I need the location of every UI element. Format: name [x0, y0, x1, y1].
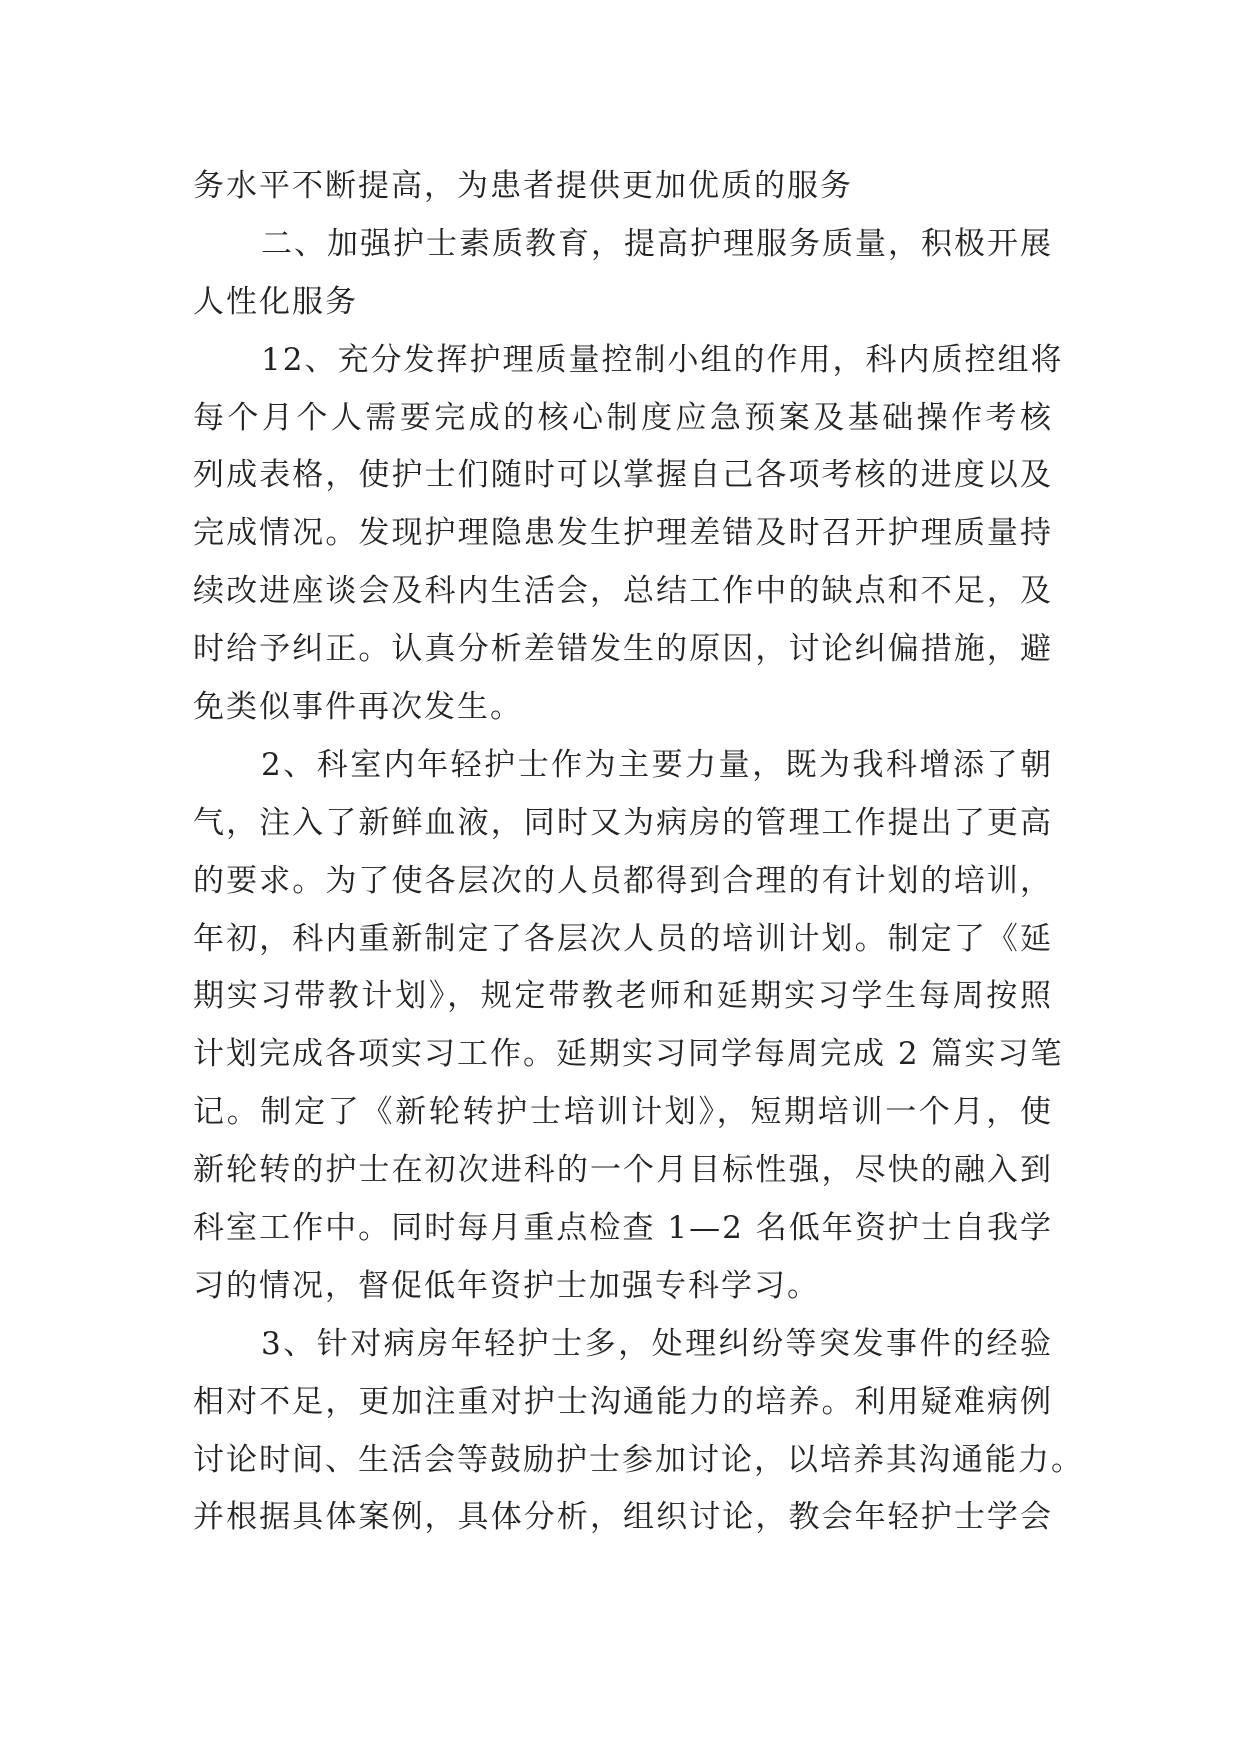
text-line: 人性化服务 — [193, 283, 358, 320]
text-line: 的要求。为了使各层次的人员都得到合理的有计划的培训， — [193, 862, 1053, 899]
text-line: 完成情况。发现护理隐患发生护理差错及时召开护理质量持 — [193, 515, 1053, 552]
text-line: 并根据具体案例，具体分析，组织讨论，教会年轻护士学会 — [193, 1499, 1053, 1536]
text-line: 时给予纠正。认真分析差错发生的原因，讨论纠偏措施，避 — [193, 631, 1053, 668]
body-text — [193, 158, 1084, 1547]
paragraph-start-line: 2、科室内年轻护士作为主要力量，既为我科增添了朝 — [261, 746, 1053, 783]
text-line: 讨论时间、生活会等鼓励护士参加讨论，以培养其沟通能力。 — [193, 1441, 1084, 1478]
text-line: 续改进座谈会及科内生活会，总结工作中的缺点和不足，及 — [193, 573, 1053, 610]
heading-line: 二、加强护士素质教育，提高护理服务质量，积极开展 — [261, 225, 1053, 262]
text-line: 每个月个人需要完成的核心制度应急预案及基础操作考核 — [193, 399, 1053, 436]
text-line: 科室工作中。同时每月重点检查 1—2 名低年资护士自我学 — [193, 1210, 1053, 1247]
text-line: 年初，科内重新制定了各层次人员的培训计划。制定了《延 — [193, 920, 1053, 957]
text-line: 相对不足，更加注重对护士沟通能力的培养。利用疑难病例 — [193, 1383, 1053, 1420]
text-line: 计划完成各项实习工作。延期实习同学每周完成 2 篇实习笔 — [193, 1036, 1064, 1073]
text-line: 列成表格，使护士们随时可以掌握自己各项考核的进度以及 — [193, 457, 1053, 494]
text-line: 务水平不断提高，为患者提供更加优质的服务 — [193, 168, 853, 204]
text-line: 新轮转的护士在初次进科的一个月目标性强，尽快的融入到 — [193, 1152, 1053, 1189]
text-line: 习的情况，督促低年资护士加强专科学习。 — [193, 1267, 820, 1304]
paragraph-start-line: 3、针对病房年轻护士多，处理纠纷等突发事件的经验 — [261, 1325, 1053, 1362]
text-line: 期实习带教计划》，规定带教老师和延期实习学生每周按照 — [193, 978, 1053, 1015]
text-line: 免类似事件再次发生。 — [193, 689, 523, 726]
paragraph-start-line: 12、充分发挥护理质量控制小组的作用，科内质控组将 — [261, 341, 1064, 378]
text-line: 气，注入了新鲜血液，同时又为病房的管理工作提出了更高 — [193, 804, 1053, 841]
text-line: 记。制定了《新轮转护士培训计划》，短期培训一个月，使 — [193, 1094, 1053, 1131]
